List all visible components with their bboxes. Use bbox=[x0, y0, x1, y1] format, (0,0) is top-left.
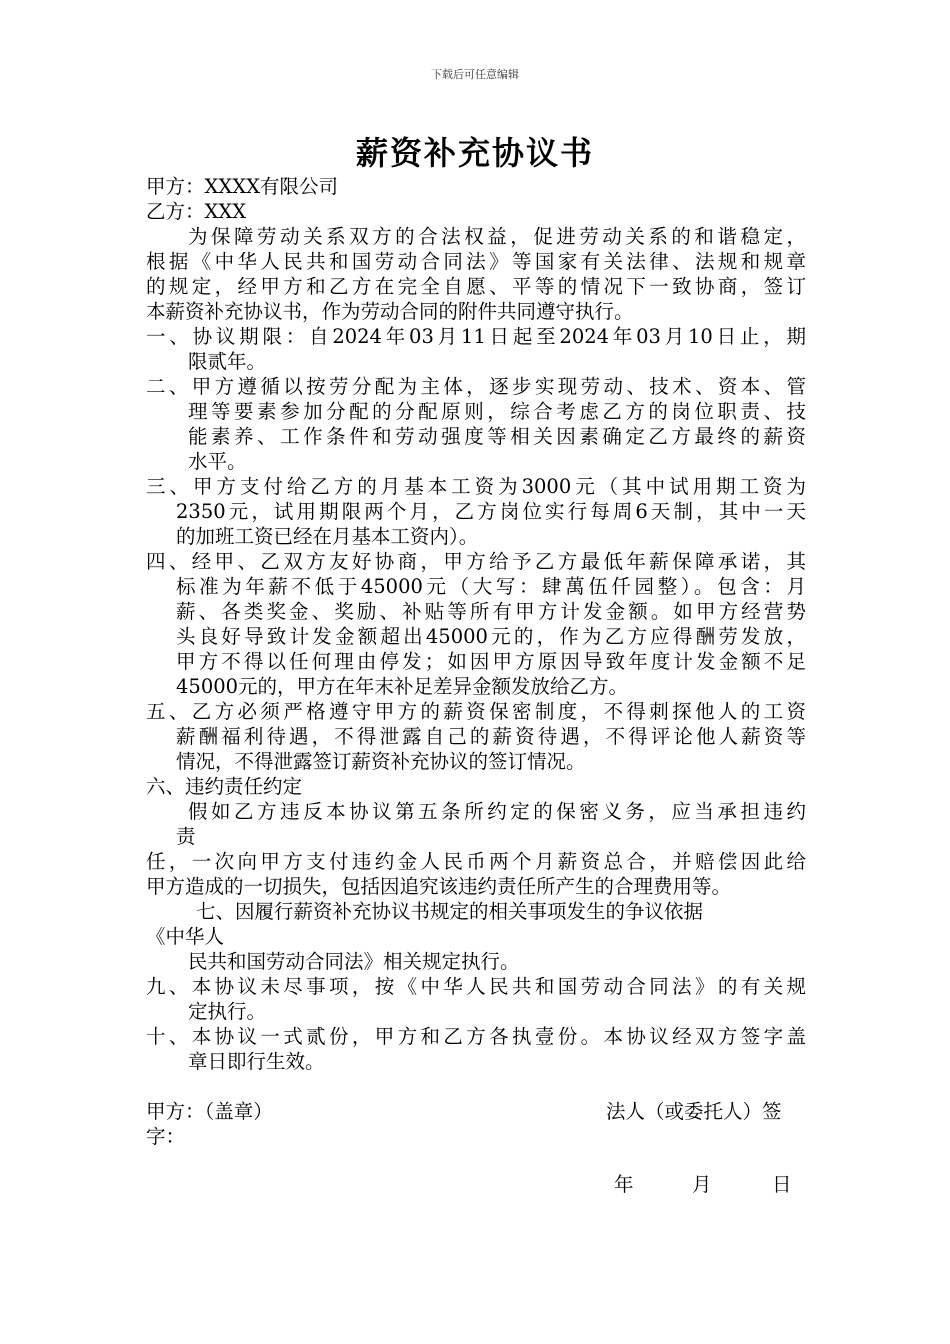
clause-line: 限贰年。 bbox=[188, 350, 267, 373]
clause-line: 十、本协议一式贰份，甲方和乙方各执壹份。本协议经双方签字盖 bbox=[146, 1025, 806, 1048]
clause-line: 标准为年薪不低于45000元（大写：肆萬伍仟园整）。包含：月 bbox=[176, 575, 806, 598]
clause-heading: 六、违约责任约定 bbox=[146, 775, 303, 798]
clause-line: 任，一次向甲方支付违约金人民币两个月薪资总合，并赔偿因此给 bbox=[146, 850, 806, 873]
clause-line: 《中华人 bbox=[146, 925, 225, 948]
intro-line: 根据《中华人民共和国劳动合同法》等国家有关法律、法规和规章 bbox=[146, 250, 806, 273]
clause-line: 章日即行生效。 bbox=[188, 1050, 325, 1073]
party-a-line: 甲方：XXXX有限公司 bbox=[146, 175, 339, 198]
clause-line: 责 bbox=[176, 825, 196, 848]
party-b-line: 乙方：XXX bbox=[146, 200, 247, 223]
clause-line: 二、甲方遵循以按劳分配为主体，逐步实现劳动、技术、资本、管 bbox=[146, 375, 806, 398]
clause-line: 理等要素参加分配的分配原则，综合考虑乙方的岗位职责、技 bbox=[188, 400, 806, 423]
clause-line: 2350元，试用期限两个月，乙方岗位实行每周6天制，其中一天 bbox=[176, 500, 806, 523]
clause-line: 甲方造成的一切损失，包括因追究该违约责任所产生的合理费用等。 bbox=[146, 875, 732, 898]
clause-line: 45000元的，甲方在年末补足差异金额发放给乙方。 bbox=[176, 675, 629, 698]
legal-representative-label: 法人（或委托人）签 bbox=[606, 1100, 782, 1123]
intro-line: 本薪资补充协议书，作为劳动合同的附件共同遵守执行。 bbox=[146, 300, 634, 323]
document-title: 薪资补充协议书 bbox=[355, 134, 594, 172]
clause-line: 的加班工资已经在月基本工资内）。 bbox=[176, 525, 479, 548]
clause-line: 薪酬福利待遇，不得泄露自己的薪资待遇，不得评论他人薪资等 bbox=[176, 725, 806, 748]
clause-line: 假如乙方违反本协议第五条所约定的保密义务，应当承担违约 bbox=[188, 800, 806, 823]
date-year-label: 年 bbox=[614, 1173, 634, 1196]
clause-line: 一、协议期限：自2024年03月11日起至2024年03月10日止，期 bbox=[146, 325, 806, 348]
clause-line: 九、本协议未尽事项，按《中华人民共和国劳动合同法》的有关规 bbox=[146, 975, 806, 998]
party-a-seal-label: 甲方：（盖章） bbox=[146, 1100, 273, 1123]
page-header-note: 下载后可任意编辑 bbox=[431, 68, 519, 81]
signature-label-continued: 字： bbox=[146, 1125, 186, 1148]
clause-line: 定执行。 bbox=[188, 1000, 267, 1023]
clause-line: 薪、各类奖金、奖励、补贴等所有甲方计发金额。如甲方经营势 bbox=[176, 600, 806, 623]
clause-line: 四、经甲、乙双方友好协商，甲方给予乙方最低年薪保障承诺，其 bbox=[146, 550, 806, 573]
clause-line: 甲方不得以任何理由停发；如因甲方原因导致年度计发金额不足 bbox=[176, 650, 806, 673]
clause-line: 头良好导致计发金额超出45000元的，作为乙方应得酬劳发放， bbox=[176, 625, 806, 648]
clause-line: 五、乙方必须严格遵守甲方的薪资保密制度，不得刺探他人的工资 bbox=[146, 700, 806, 723]
date-month-label: 月 bbox=[692, 1173, 712, 1196]
clause-line: 七、因履行薪资补充协议书规定的相关事项发生的争议依据 bbox=[196, 900, 704, 923]
clause-line: 民共和国劳动合同法》相关规定执行。 bbox=[188, 950, 520, 973]
clause-line: 水平。 bbox=[188, 450, 247, 473]
intro-line: 的规定，经甲方和乙方在完全自愿、平等的情况下一致协商，签订 bbox=[146, 275, 806, 298]
clause-line: 情况，不得泄露签订薪资补充协议的签订情况。 bbox=[176, 750, 586, 773]
intro-line: 为保障劳动关系双方的合法权益，促进劳动关系的和谐稳定， bbox=[188, 225, 806, 248]
date-day-label: 日 bbox=[772, 1173, 792, 1196]
clause-line: 能素养、工作条件和劳动强度等相关因素确定乙方最终的薪资 bbox=[188, 425, 806, 448]
clause-line: 三、甲方支付给乙方的月基本工资为3000元（其中试用期工资为 bbox=[146, 475, 806, 498]
